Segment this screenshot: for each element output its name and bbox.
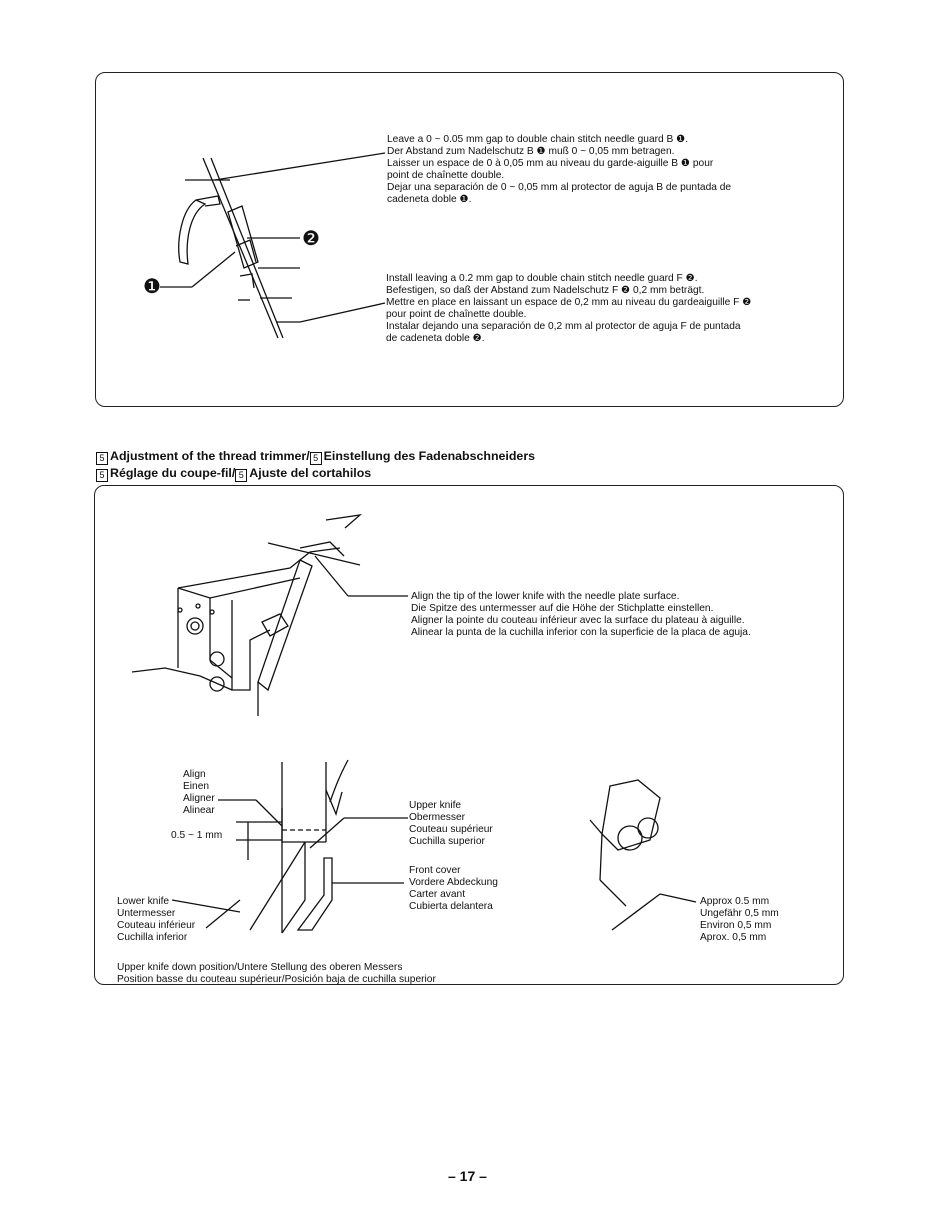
text-line: Environ 0,5 mm xyxy=(700,920,772,931)
text-line: Alinear xyxy=(183,805,215,816)
lower-knife-label xyxy=(117,896,195,944)
text-line: Befestigen, so daß der Abstand zum Nadelschutz F ❷ 0,2 mm beträgt. xyxy=(386,285,705,296)
text-line: Cubierta delantera xyxy=(409,901,493,912)
text-line: Aligner xyxy=(183,793,215,804)
text-line: Position basse du couteau supérieur/Posición baja de cuchilla superior xyxy=(117,974,436,985)
page-number: – 17 – xyxy=(448,1168,487,1184)
guard-f-instructions xyxy=(386,273,751,345)
section-number-icon: 5 xyxy=(96,452,108,465)
text-line: pour point de chaînette double. xyxy=(386,309,527,320)
text-line: Lower knife xyxy=(117,896,170,907)
callout-1: ❶ xyxy=(143,276,161,298)
text-line: Laisser un espace de 0 à 0,05 mm au niveau du garde-aiguille B ❶ pour xyxy=(387,158,714,169)
section-number-icon: 5 xyxy=(235,469,247,482)
text-line: Der Abstand zum Nadelschutz B ❶ muß 0 ~ 0,05 mm betragen. xyxy=(387,146,675,157)
align-tip-instructions xyxy=(411,591,751,639)
text-line: point de chaînette double. xyxy=(387,170,505,181)
text-line: Ungefähr 0,5 mm xyxy=(700,908,779,919)
text-line: Untermesser xyxy=(117,908,176,919)
upper-knife-label xyxy=(409,800,493,848)
text-line: Aligner la pointe du couteau inférieur avec la surface du plateau à aiguille. xyxy=(411,615,745,626)
text-line: Upper knife down position/Untere Stellung des oberen Messers xyxy=(117,962,403,973)
guard-b-instructions xyxy=(387,134,731,206)
text-line: Einen xyxy=(183,781,210,792)
text-line: Front cover xyxy=(409,865,461,876)
text-line: Install leaving a 0.2 mm gap to double chain stitch needle guard F ❷. xyxy=(386,273,698,284)
text-line: Mettre en place en laissant un espace de 0,2 mm au niveau du gardeaiguille F ❷ xyxy=(386,297,752,308)
front-cover-label xyxy=(409,865,498,913)
text-line: Couteau supérieur xyxy=(409,824,493,835)
gap-label: 0.5 ~ 1 mm xyxy=(171,830,223,841)
text-line: Cuchilla superior xyxy=(409,836,485,847)
heading-es: Ajuste del cortahilos xyxy=(249,466,372,480)
text-line: Alinear la punta de la cuchilla inferior con la superficie de la placa de aguja. xyxy=(411,627,751,638)
text-line: Align the tip of the lower knife with the needle plate surface. xyxy=(411,591,680,602)
text-line: Die Spitze des untermesser auf die Höhe der Stichplatte einstellen. xyxy=(411,603,714,614)
heading-en: Adjustment of the thread trimmer/ xyxy=(110,449,310,463)
text-line: Upper knife xyxy=(409,800,462,811)
text-line: Aprox. 0,5 mm xyxy=(700,932,767,943)
text-line: de cadeneta doble ❷. xyxy=(386,333,485,344)
text-line: Couteau inférieur xyxy=(117,920,196,931)
text-line: Vordere Abdeckung xyxy=(409,877,498,888)
text-line: Dejar una separación de 0 ~ 0,05 mm al protector de aguja B de puntada de xyxy=(387,182,732,193)
text-line: Carter avant xyxy=(409,889,466,900)
text-line: Leave a 0 ~ 0.05 mm gap to double chain stitch needle guard B ❶. xyxy=(387,134,689,145)
needle-guard-panel xyxy=(95,72,844,407)
figure-caption xyxy=(117,962,436,986)
text-line: Instalar dejando una separación de 0,2 mm al protector de aguja F de puntada xyxy=(386,321,741,332)
heading-de: Einstellung des Fadenabschneiders xyxy=(323,449,536,463)
section-heading xyxy=(96,448,535,482)
section-number-icon: 5 xyxy=(310,452,322,465)
text-line: Cuchilla inferior xyxy=(117,932,188,943)
callout-2: ❷ xyxy=(302,228,320,250)
text-line: Obermesser xyxy=(409,812,466,823)
heading-fr: Réglage du coupe-fil/ xyxy=(110,466,236,480)
text-line: cadeneta doble ❶. xyxy=(387,194,472,205)
section-number-icon: 5 xyxy=(96,469,108,482)
text-line: Align xyxy=(183,769,206,780)
text-line: Approx 0.5 mm xyxy=(700,896,770,907)
approx-label xyxy=(700,896,779,944)
align-label xyxy=(183,769,215,817)
